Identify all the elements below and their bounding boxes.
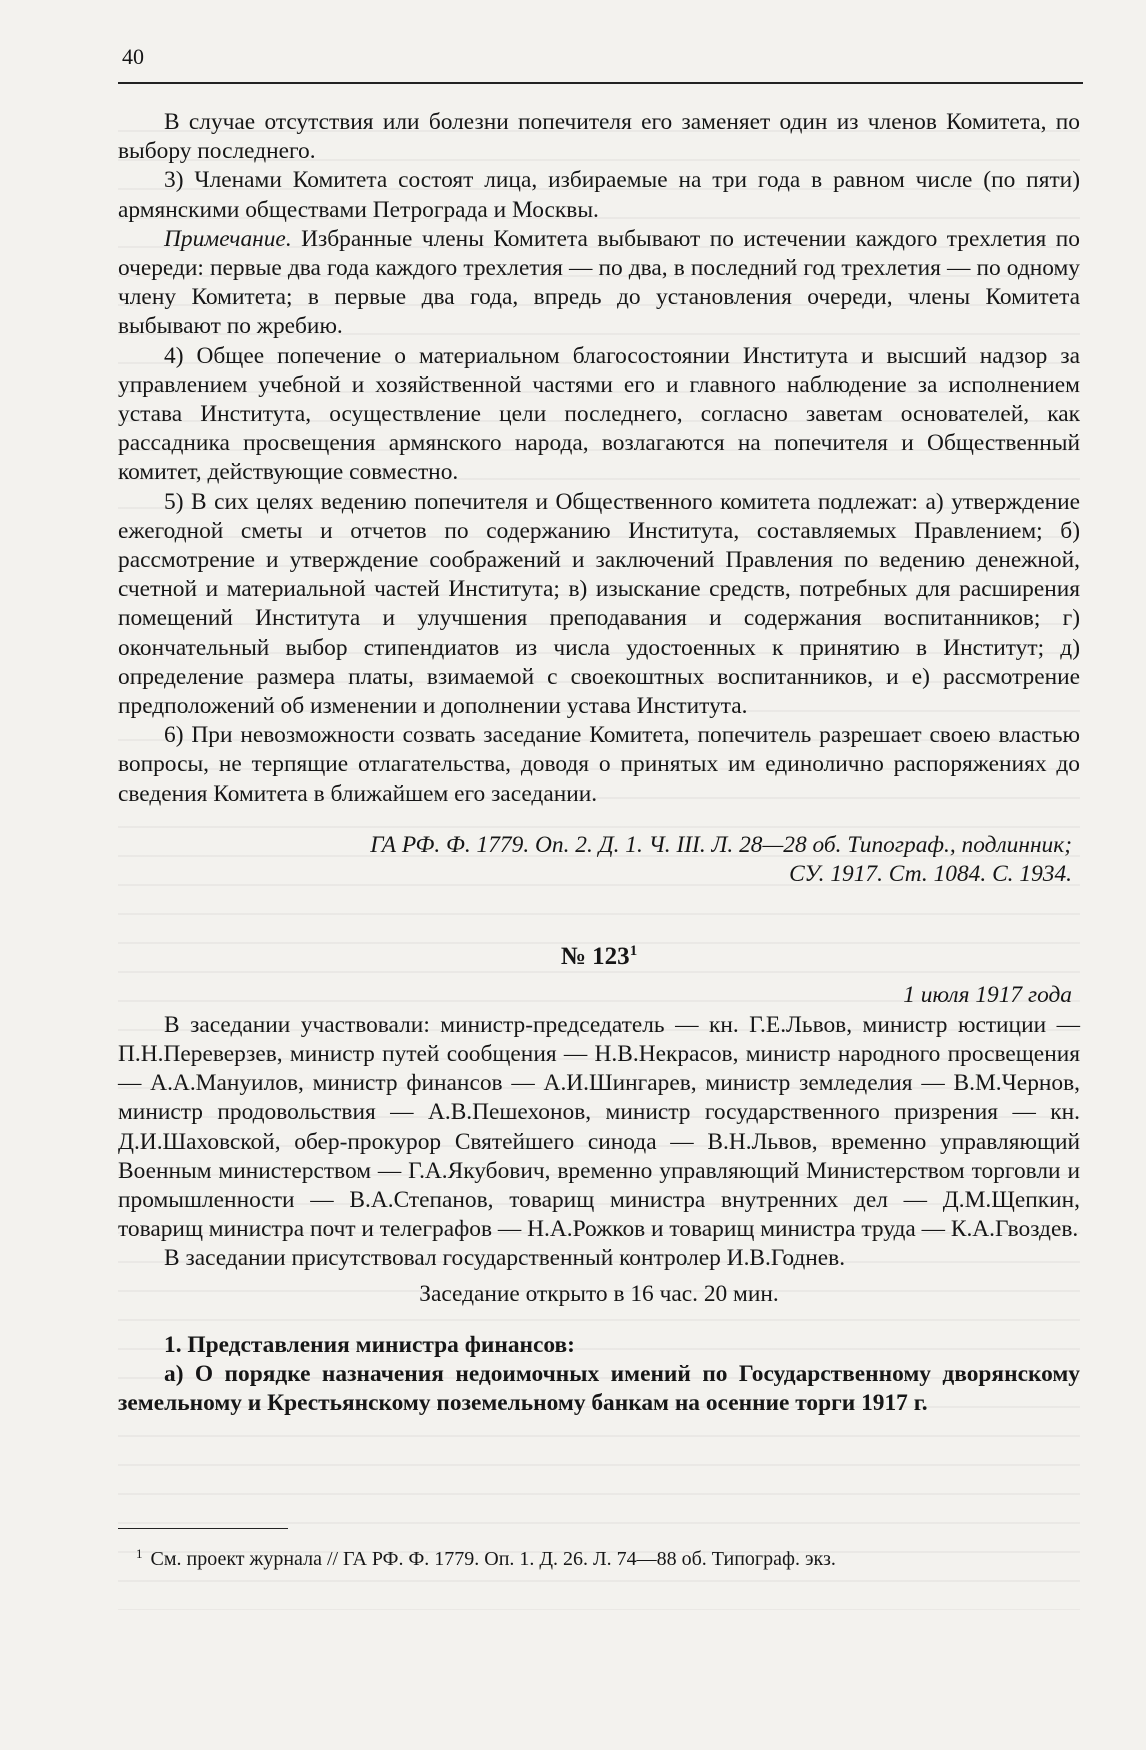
page-number: 40 xyxy=(122,44,144,69)
present-paragraph: В заседании присутствовал государственный контролер И.В.Годнев. xyxy=(164,1245,846,1272)
footnote-text: См. проект журнала // ГА РФ. Ф. 1779. Оп. 1. Д. 26. Л. 74—88 об. Типограф. экз. xyxy=(150,1548,836,1570)
footnote-mark: 1 xyxy=(136,1546,143,1561)
paragraph-6: 6) При невозможности созвать заседание Комитета, попечитель разрешает своею властью вопросы, не терпящие отлагательства, доводя о принятых им единолично распоряжениях до сведения Комитета в ближайшем его заседании. xyxy=(118,722,1080,807)
section-heading-1: 1. Представления министра финансов: xyxy=(164,1331,575,1358)
archive-source xyxy=(118,831,1080,889)
paragraph-3: 3) Членами Комитета состоят лица, избираемые на три года в равном числе (по пяти) армянскими обществами Петрограда и Москвы. xyxy=(118,167,1080,223)
header-rule xyxy=(118,82,1083,84)
archive-source-line-2: СУ. 1917. Ст. 1084. С. 1934. xyxy=(789,861,1072,888)
note-lead: Примечание. xyxy=(164,225,292,252)
paragraph-4: 4) Общее попечение о материальном благосостоянии Института и высший надзор за управлением учебной и хозяйственной частями его и главного наблюдение за исполнением устава Института, осуществление цели последнего, согласно заветам основателей, как рассадника просвещения армянского народа, возлагаются на попечителя и Общественный комитет, действующие совместно. xyxy=(118,342,1080,486)
footnote-ref: 1 xyxy=(629,943,638,960)
note-text: Избранные члены Комитета выбывают по истечении каждого трехлетия по очереди: первые два года каждого трехлетия — по два, в последний год трехлетия — по одному члену Комитета; в первые два года, впредь до установления очереди, члены Комитета выбывают по жребию. xyxy=(118,225,1080,340)
footnote xyxy=(136,1541,1076,1572)
paragraph-note xyxy=(118,225,1080,342)
main-text xyxy=(118,108,1080,1418)
section-heading-1a: а) О порядке назначения недоимочных имений по Государственному дворянскому земельному и Крестьянскому поземельному банкам на осенние торги 1917 г. xyxy=(118,1360,1080,1417)
document-date: 1 июля 1917 года xyxy=(903,982,1072,1009)
archive-source-line-1: ГА РФ. Ф. 1779. Оп. 2. Д. 1. Ч. III. Л. 28—28 об. Типограф., подлинник; xyxy=(370,831,1072,858)
document-number xyxy=(118,937,1080,971)
paragraph-substitute: В случае отсутствия или болезни попечителя его заменяет один из членов Комитета, по выбору последнего. xyxy=(118,109,1080,165)
document-number-text: № 123 xyxy=(560,943,630,971)
participants-paragraph: В заседании участвовали: министр-председатель — кн. Г.Е.Львов, министр юстиции — П.Н.Переверзев, министр путей сообщения — Н.В.Некрасов, министр народного просвещения — А.А.Мануилов, министр финансов — А.И.Шингарев, министр земледелия — В.М.Чернов, министр продовольствия — А.В.Пешехонов, министр государственного призрения — кн. Д.И.Шаховской, обер-прокурор Святейшего синода — В.Н.Львов, временно управляющий Военным министерством — Г.А.Якубович, временно управляющий Министерством торговли и промышленности — В.А.Степанов, товарищ министра внутренних дел — Д.М.Щепкин, товарищ министра почт и телеграфов — Н.А.Рожков и товарищ министра труда — К.А.Гвоздев. xyxy=(118,1011,1080,1243)
opening-time: Заседание открыто в 16 час. 20 мин. xyxy=(419,1280,779,1307)
paragraph-5: 5) В сих целях ведению попечителя и Общественного комитета подлежат: а) утверждение ежегодной сметы и отчетов по содержанию Института, составляемых Правлением; б) рассмотрение и утверждение соображений и заключений Правления по ведению денежной, счетной и материальной частей Института; в) изыскание средств, потребных для расширения помещений Института и улучшения преподавания и содержания воспитанников; г) окончательный выбор стипендиатов из числа удостоенных к принятию в Институт; д) определение размера платы, взимаемой с своекоштных воспитанников, и е) рассмотрение предположений об изменении и дополнении устава Института. xyxy=(118,488,1080,720)
footnote-rule xyxy=(118,1528,288,1529)
